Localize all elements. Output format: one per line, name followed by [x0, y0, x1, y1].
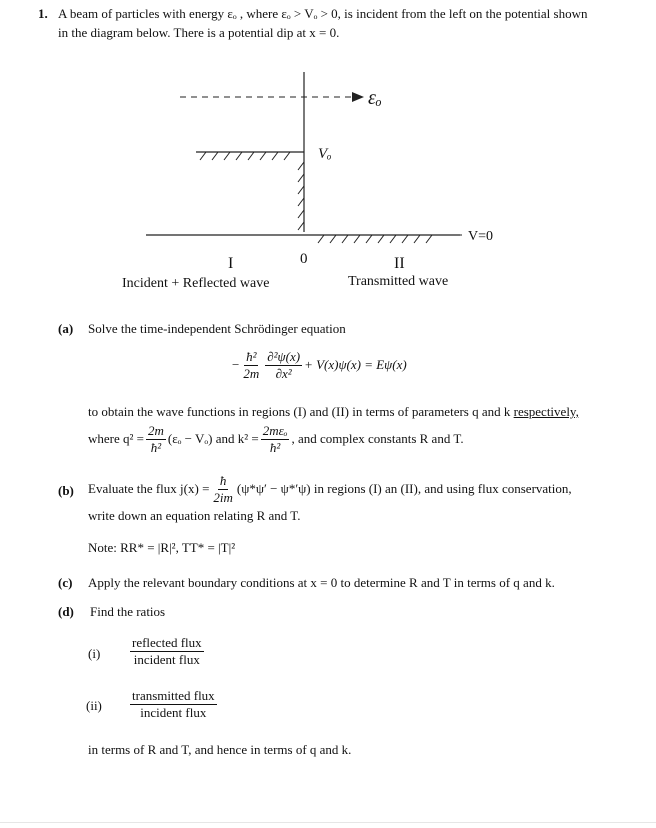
part-b-lead: Evaluate the flux j(x) =: [88, 481, 210, 497]
page-bottom-rule: [0, 822, 656, 823]
k-frac-den: ħ²: [269, 439, 281, 455]
region2-label: II: [394, 255, 405, 272]
eq-frac1-den: 2m: [243, 365, 260, 381]
eq-frac2: [265, 350, 302, 380]
part-a-line2-underlined: respectively,: [513, 404, 579, 419]
ratio-i-tag: (i): [88, 646, 101, 661]
ratio-ii-tag: (ii): [86, 698, 102, 713]
k-frac-num: 2mεₒ: [262, 423, 288, 438]
ground-hatching: [318, 235, 432, 243]
eq-frac1-num: ħ²: [246, 349, 257, 364]
eq-frac2-num: ∂²ψ(x): [267, 349, 301, 364]
part-b-line1: [88, 474, 572, 504]
part-b-line2: write down an equation relating R and T.: [88, 508, 301, 523]
q-frac: [146, 424, 166, 454]
ratio-i-frac: [130, 636, 204, 666]
region1-caption: Incident + Reflected wave: [122, 276, 270, 291]
wall-hatching: [298, 162, 304, 230]
flux-frac-num: ħ: [219, 473, 227, 488]
part-b-tag: (b): [58, 483, 74, 498]
part-a-line2: [88, 404, 579, 420]
energy-label: εₒ: [368, 87, 382, 109]
part-a-definitions: [88, 424, 464, 454]
ratio-ii: [128, 689, 219, 719]
eq-frac1: [241, 350, 261, 380]
part-c-tag: (c): [58, 575, 73, 590]
q-frac-den: ħ²: [150, 439, 162, 455]
part-d-tag: (d): [58, 604, 74, 619]
part-c-text: Apply the relevant boundary conditions at x = 0 to determine R and T in terms of q and k.: [88, 575, 555, 590]
eq-frac2-den: ∂x²: [275, 365, 292, 381]
ratio-i-num: reflected flux: [132, 635, 202, 650]
q-frac-num: 2m: [148, 423, 164, 438]
eq-tail: + V(x)ψ(x) = Eψ(x): [304, 357, 407, 373]
eq-lead: −: [232, 357, 240, 373]
energy-arrow-head: [352, 92, 364, 102]
flux-frac-den: 2im: [213, 489, 233, 505]
problem-intro-line2: in the diagram below. There is a potential dip at x = 0.: [58, 25, 340, 40]
where-q: where q² =: [88, 431, 144, 447]
part-a-line1: Solve the time-independent Schrödinger equation: [88, 321, 346, 336]
origin-label: 0: [300, 251, 308, 267]
ratio-ii-frac: [130, 689, 217, 719]
part-d-text: Find the ratios: [90, 604, 166, 619]
part-a-line2-text: to obtain the wave functions in regions (I) and (II) in terms of parameters q and k: [88, 404, 514, 419]
potential-diagram: [0, 60, 656, 300]
region1-label: I: [228, 255, 234, 272]
schrodinger-equation: [232, 350, 407, 380]
k-frac: [261, 424, 290, 454]
part-b-tail: (ψ*ψ′ − ψ*′ψ) in regions (I) an (II), and using flux conservation,: [236, 481, 572, 497]
q-tail: (εₒ − Vₒ) and k² =: [167, 431, 259, 447]
ratio-i-den: incident flux: [133, 651, 200, 667]
k-tail: , and complex constants R and T.: [291, 431, 464, 447]
part-a-tag: (a): [58, 321, 74, 336]
part-d-final: in terms of R and T, and hence in terms of q and k.: [88, 742, 352, 757]
problem-number: 1.: [38, 6, 48, 21]
part-b-note: Note: RR* = |R|², TT* = |T|²: [88, 540, 236, 555]
ratio-ii-den: incident flux: [140, 704, 207, 720]
v-zero-label: V=0: [468, 229, 494, 244]
ratio-i: [128, 636, 206, 666]
flux-frac: [211, 474, 235, 504]
v0-label: Vₒ: [318, 146, 332, 162]
step-top-hatching: [200, 152, 290, 160]
ratio-ii-num: transmitted flux: [132, 688, 215, 703]
region2-caption: Transmitted wave: [348, 274, 449, 289]
problem-intro-line1: A beam of particles with energy εₒ , where εₒ > Vₒ > 0, is incident from the left on the potential shown: [58, 6, 588, 21]
